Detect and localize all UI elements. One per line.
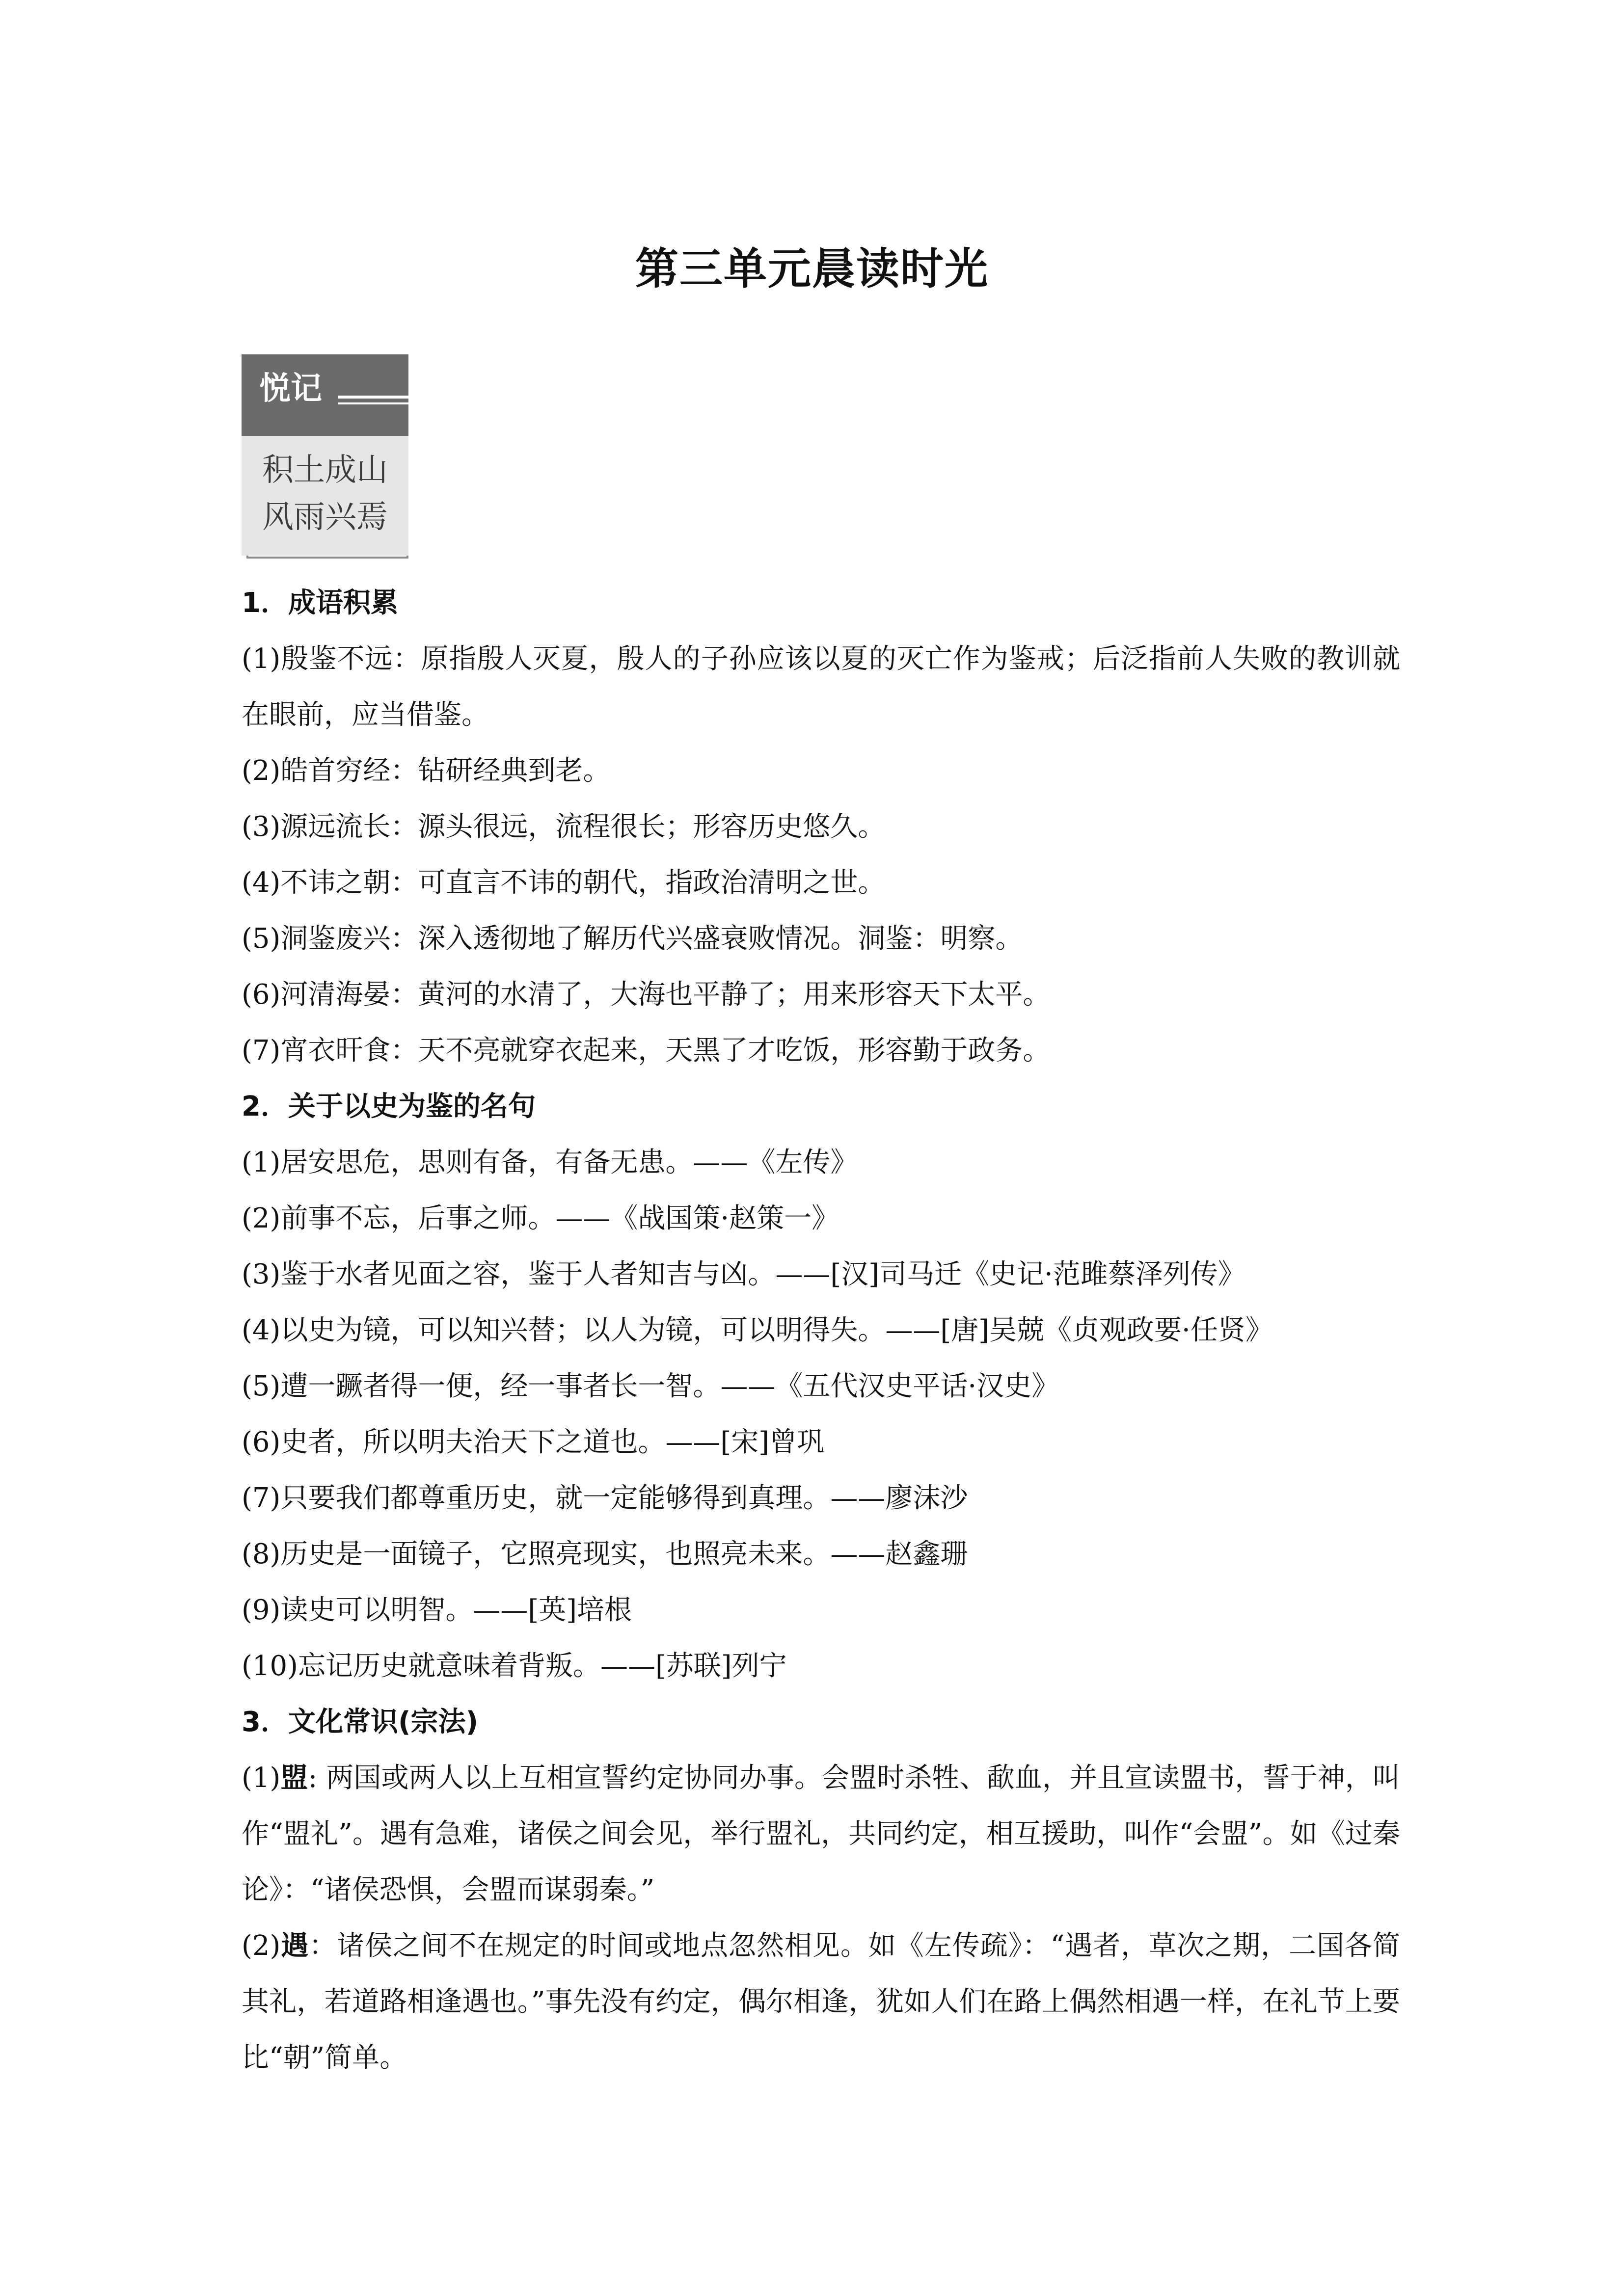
list-item: (6)河清海晏：黄河的水清了，大海也平静了；用来形容天下太平。: [242, 979, 1051, 1011]
quote-item: (10)忘记历史就意味着背叛。——[苏联]列宁: [242, 1650, 787, 1682]
culture-term: 盟: [280, 1762, 308, 1794]
section-heading-culture: 3．文化常识(宗法): [242, 1706, 479, 1738]
quote-item: (6)史者，所以明夫治天下之道也。——[宋]曾巩: [242, 1426, 825, 1458]
culture-item-meng: [242, 1750, 1400, 1918]
quote-item: (8)历史是一面镜子，它照亮现实，也照亮未来。——赵鑫珊: [242, 1538, 968, 1570]
badge-header: [242, 354, 408, 436]
list-item: (5)洞鉴废兴：深入透彻地了解历代兴盛衰败情况。洞鉴：明察。: [242, 923, 1023, 955]
culture-definition: : 两国或两人以上互相宣誓约定协同办事。会盟时杀牲、歃血，并且宣读盟书，誓于神，叫作“盟礼”。遇有急难，诸侯之间会见，举行盟礼，共同约定，相互援助，叫作“会盟”。如《过秦论》：“诸侯恐惧，会盟而谋弱秦。”: [242, 1762, 1401, 1906]
badge-line-2: 风雨兴焉: [262, 499, 388, 535]
quote-item: (3)鉴于水者见面之容，鉴于人者知吉与凶。——[汉]司马迁《史记·范雎蔡泽列传》: [242, 1258, 1245, 1290]
badge-body: [242, 436, 408, 556]
page-title: 第三单元晨读时光: [635, 243, 989, 294]
list-item: (7)宵衣旰食：天不亮就穿衣起来，天黑了才吃饭，形容勤于政务。: [242, 1035, 1051, 1067]
list-item: (1)殷鉴不远：原指殷人灭夏，殷人的子孙应该以夏的灭亡作为鉴戒；后泛指前人失败的教训就在眼前，应当借鉴。: [242, 643, 1400, 731]
badge-decoration-lines: [338, 396, 409, 406]
badge-label: 悦记: [259, 371, 322, 407]
quote-item: (7)只要我们都尊重历史，就一定能够得到真理。——廖沫沙: [242, 1482, 968, 1514]
section-heading-idioms: 1．成语积累: [242, 587, 398, 619]
item-number: (2): [242, 1930, 281, 1962]
culture-definition: ：诸侯之间不在规定的时间或地点忽然相见。如《左传疏》：“遇者，草次之期，二国各简其礼，若道路相逢遇也。”事先没有约定，偶尔相逢，犹如人们在路上偶然相遇一样，在礼节上要比“朝”简单。: [242, 1930, 1400, 2074]
list-item: (4)不讳之朝：可直言不讳的朝代，指政治清明之世。: [242, 867, 886, 899]
document-body: [242, 575, 1400, 2086]
section-badge: [242, 354, 411, 562]
quote-item: (9)读史可以明智。——[英]培根: [242, 1594, 632, 1626]
quote-item: (4)以史为镜，可以知兴替；以人为镜，可以明得失。——[唐]吴兢《贞观政要·任贤》: [242, 1314, 1273, 1346]
quote-item: (5)遭一蹶者得一便，经一事者长一智。——《五代汉史平话·汉史》: [242, 1370, 1059, 1402]
badge-line-1: 积土成山: [262, 452, 388, 488]
culture-item-yu: [242, 1918, 1400, 2086]
list-item: (2)皓首穷经：钻研经典到老。: [242, 755, 611, 787]
list-item: (3)源远流长：源头很远，流程很长；形容历史悠久。: [242, 811, 886, 843]
quote-item: (2)前事不忘，后事之师。——《战国策·赵策一》: [242, 1202, 839, 1234]
quote-item: (1)居安思危，思则有备，有备无患。——《左传》: [242, 1147, 858, 1178]
section-heading-quotes: 2．关于以史为鉴的名句: [242, 1091, 536, 1122]
item-number: (1): [242, 1762, 281, 1794]
culture-term: 遇: [280, 1930, 309, 1962]
